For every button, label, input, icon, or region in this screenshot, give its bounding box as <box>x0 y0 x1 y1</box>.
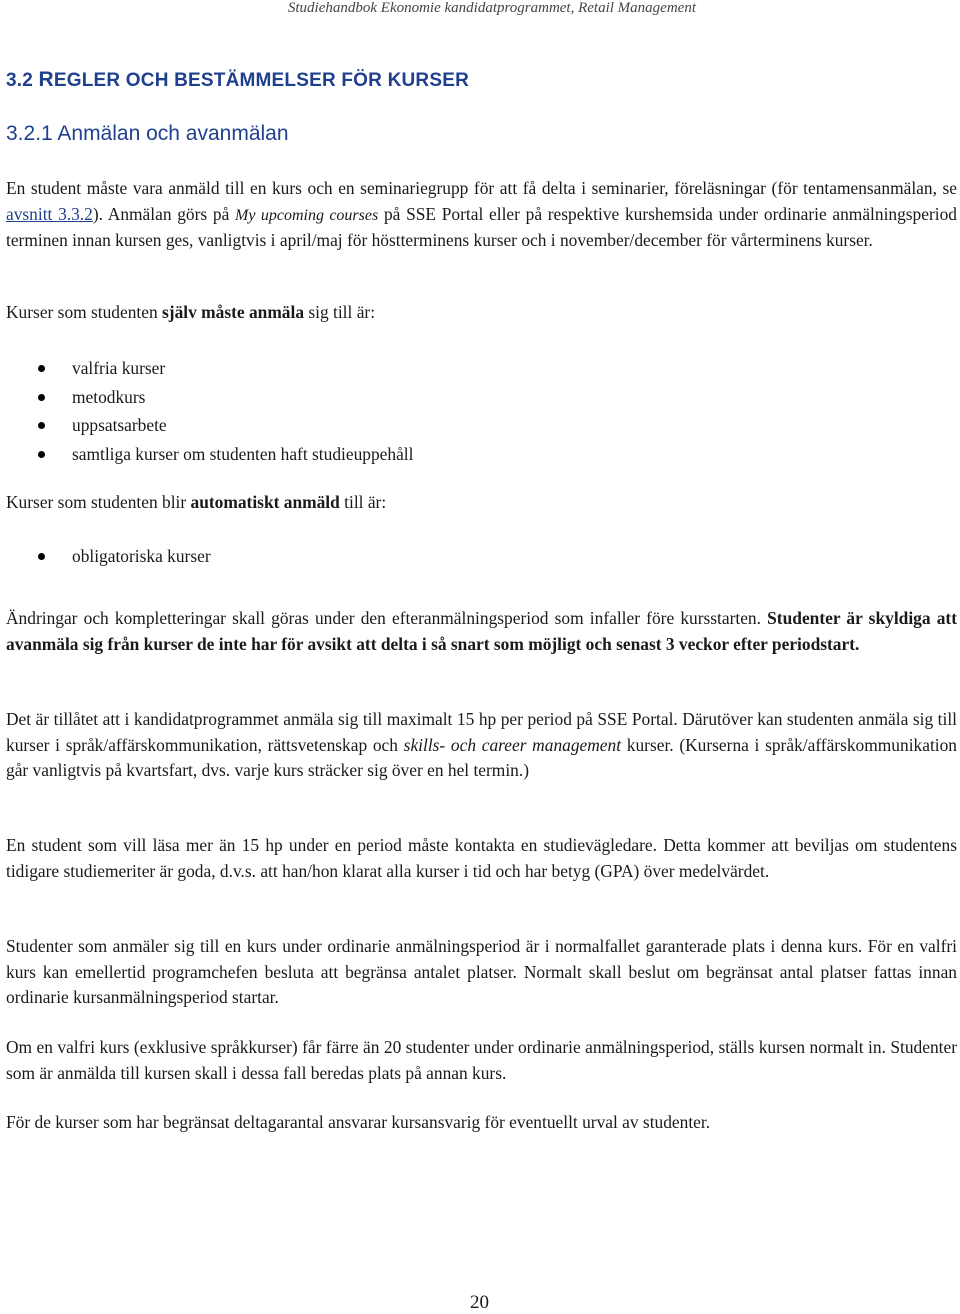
paragraph-changes <box>6 606 957 657</box>
page-number: 20 <box>470 1292 489 1313</box>
paragraph-credit-limit <box>6 707 957 784</box>
text: på SSE Portal eller på respektive kurshemsida under ordinarie anmälningsperiod terminen innan kursen ges, vanligtvis i april/maj för höstterminens kurser och i november/december för vårterminens kurser. <box>6 203 957 250</box>
list-item: obligatoriska kurser <box>0 542 211 571</box>
text: Kurser som studenten blir <box>6 492 191 512</box>
text: sig till är: <box>304 302 376 322</box>
bold-text: Studenter är skyldiga att avanmäla sig från kurser de inte har för avsikt att delta i så snart som möjligt och senast 3 veckor efter periodstart. <box>6 608 957 654</box>
paragraph-auto-register <box>6 490 957 516</box>
text: kurser. (Kurserna i språk/affärskommunikation går vanligtvis på kvartsfart, dvs. varje kurs sträcker sig över en hel termin.) <box>6 734 957 780</box>
section-title-rest: EGLER OCH BESTÄMMELSER FÖR KURSER <box>53 70 469 91</box>
paragraph-guaranteed-place: Studenter som anmäler sig till en kurs under ordinarie anmälningsperiod är i normalfallet garanterade plats i denna kurs. För en valfri kurs kan emellertid programchefen besluta att begränsa antalet platser. Normalt skall beslut om begränsat antal platser fattas innan ordinarie kursanmälningsperiod startar. <box>6 936 957 1007</box>
italic-text: skills- och career management <box>403 734 622 755</box>
text: Det är tillåtet att i kandidatprogrammet anmäla sig till maximalt 15 hp per period på SSE Portal. Därutöver kan studenten anmäla sig till kurser i språk/affärskommunikation, rättsvetenskap och <box>6 709 957 755</box>
bold-text: automatiskt anmäld <box>190 492 340 512</box>
text: En student måste vara anmäld till en kurs och en seminariegrupp för att få delta i seminarier, föreläsningar (för tentamensanmälan, se <box>6 178 957 198</box>
paragraph-extra-credits: En student som vill läsa mer än 15 hp under en period måste kontakta en studievägledare. Detta kommer att beviljas om studentens tidigare studiemeriter är goda, d.v.s. att han/hon klarat alla kurser i tid och har betyg (GPA) över medelvärdet. <box>6 835 957 881</box>
paragraph-registration <box>6 176 957 254</box>
section-number: 3.2 <box>6 70 34 91</box>
subsection-heading: 3.2.1 Anmälan och avanmälan <box>6 122 289 145</box>
text: ). Anmälan görs på <box>92 203 236 224</box>
running-header: Studiehandbok Ekonomie kandidatprogrammet, Retail Management <box>287 0 696 16</box>
list-item: samtliga kurser om studenten haft studieuppehåll <box>0 440 413 469</box>
text: Ändringar och kompletteringar skall göras under den efteranmälningsperiod som infaller före kursstarten. <box>6 608 768 628</box>
section-heading <box>6 68 469 92</box>
list-item: valfria kurser <box>0 354 413 383</box>
section-link[interactable]: avsnitt 3.3.2 <box>6 203 93 224</box>
text: Kurser som studenten <box>6 302 163 322</box>
text: till är: <box>339 492 387 512</box>
section-title-initial: R <box>38 68 54 91</box>
section-title <box>39 70 470 91</box>
list-item: uppsatsarbete <box>0 411 413 440</box>
paragraph-self-register <box>6 300 957 326</box>
paragraph-selection: För de kurser som har begränsat deltagarantal ansvarar kursansvarig för eventuellt urval av studenter. <box>6 1112 711 1132</box>
bold-text: själv måste anmäla <box>162 302 305 322</box>
list-item: metodkurs <box>0 383 413 412</box>
paragraph-cancelled-course: Om en valfri kurs (exklusive språkkurser) får färre än 20 studenter under ordinarie anmälningsperiod, ställs kursen normalt in. Studenter som är anmälda till kursen skall i dessa fall beredas plats på annan kurs. <box>6 1037 957 1083</box>
auto-register-list <box>0 542 211 571</box>
self-register-list <box>0 354 413 468</box>
italic-text: My upcoming courses <box>235 206 379 224</box>
